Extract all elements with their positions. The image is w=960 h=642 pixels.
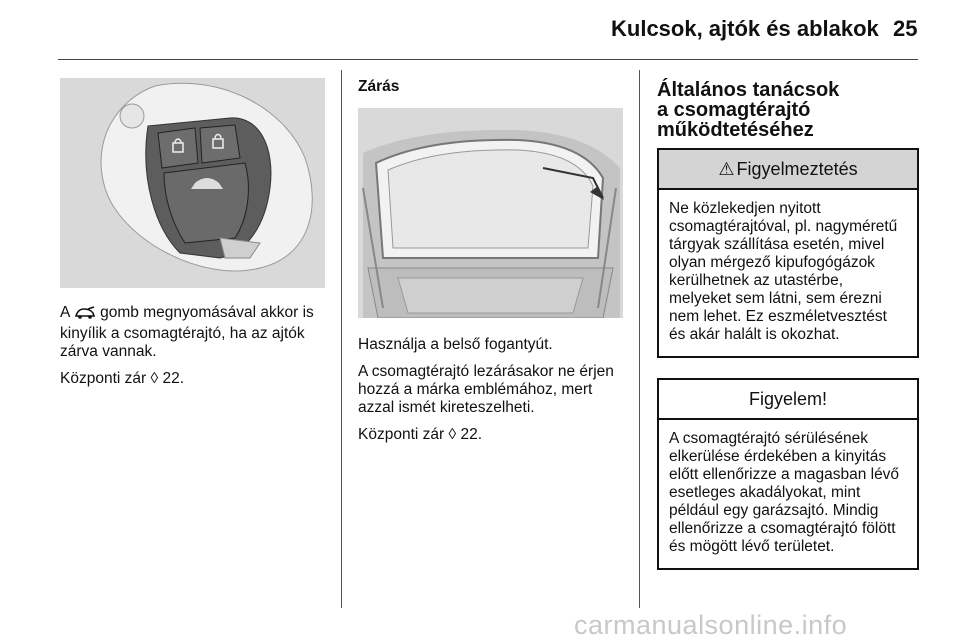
use-handle-text: Használja a belső fogantyút. xyxy=(358,336,553,353)
reference-label-2: Központi zár xyxy=(358,426,445,443)
page-number: 25 xyxy=(893,16,918,41)
column-1 xyxy=(60,78,325,397)
reference-label: Központi zár xyxy=(60,370,147,387)
section-title-line1: Általános tanácsok xyxy=(657,79,840,101)
column-3 xyxy=(657,80,919,590)
warning-box xyxy=(657,148,919,358)
central-lock-reference-2 xyxy=(358,426,625,444)
warning-body: Ne közlekedjen nyitott csomagtérajtóval, pl. nagyméretű tárgyak szállítása esetén, mivel olyan mérgező kipufogógázok kerülhetnek az utastérbe, melyeket sem látni, sem érezni nem lehet. Ez eszméletvesztést és akár halált is okozhat. xyxy=(669,200,898,343)
notice-body: A csomagtérajtó sérülésének elkerülése érdekében a kinyitás előtt ellenőrizze a magasban lévő esetleges akadályokat, mint például egy garázsajtó. Mindig ellenőrizze a csomagtérajtó fölött és mögött lévő területet. xyxy=(669,430,900,555)
page-reference-icon: ◊ xyxy=(150,370,159,387)
warning-box-header xyxy=(659,150,917,190)
reference-page[interactable]: 22. xyxy=(162,370,185,387)
tailgate-illustration xyxy=(358,108,623,318)
column-divider-2 xyxy=(639,70,640,608)
emblem-warning-text: A csomagtérajtó lezárásakor ne érjen hozzá a márka emblémához, mert azzal ismét kireteszelheti. xyxy=(358,363,614,416)
closing-subheading: Zárás xyxy=(358,78,400,95)
trunk-button-paragraph xyxy=(60,304,325,361)
page-reference-icon-2: ◊ xyxy=(448,426,457,443)
notice-box xyxy=(657,378,919,570)
para1-text: gomb megnyomásával akkor is kinyílik a csomagtérajtó, ha az ajtók zárva vannak. xyxy=(60,304,314,360)
header-divider xyxy=(58,59,918,60)
warning-triangle-icon: ⚠ xyxy=(718,159,735,179)
para1-prefix: A xyxy=(60,304,70,321)
column-2 xyxy=(358,78,625,453)
central-lock-reference xyxy=(60,370,325,388)
page-header-title: Kulcsok, ajtók és ablakok xyxy=(611,16,879,41)
section-title-line3: működtetéséhez xyxy=(657,119,814,141)
warning-title: Figyelmeztetés xyxy=(736,159,858,179)
column-divider-1 xyxy=(341,70,342,608)
notice-box-header xyxy=(659,380,917,420)
notice-title: Figyelem! xyxy=(748,389,828,409)
reference-page-2[interactable]: 22. xyxy=(460,426,483,443)
section-title-line2: a csomagtérajtó xyxy=(657,99,811,121)
watermark: carmanualsonline.info xyxy=(574,610,848,640)
car-trunk-icon xyxy=(74,306,96,325)
key-fob-illustration xyxy=(60,78,325,288)
